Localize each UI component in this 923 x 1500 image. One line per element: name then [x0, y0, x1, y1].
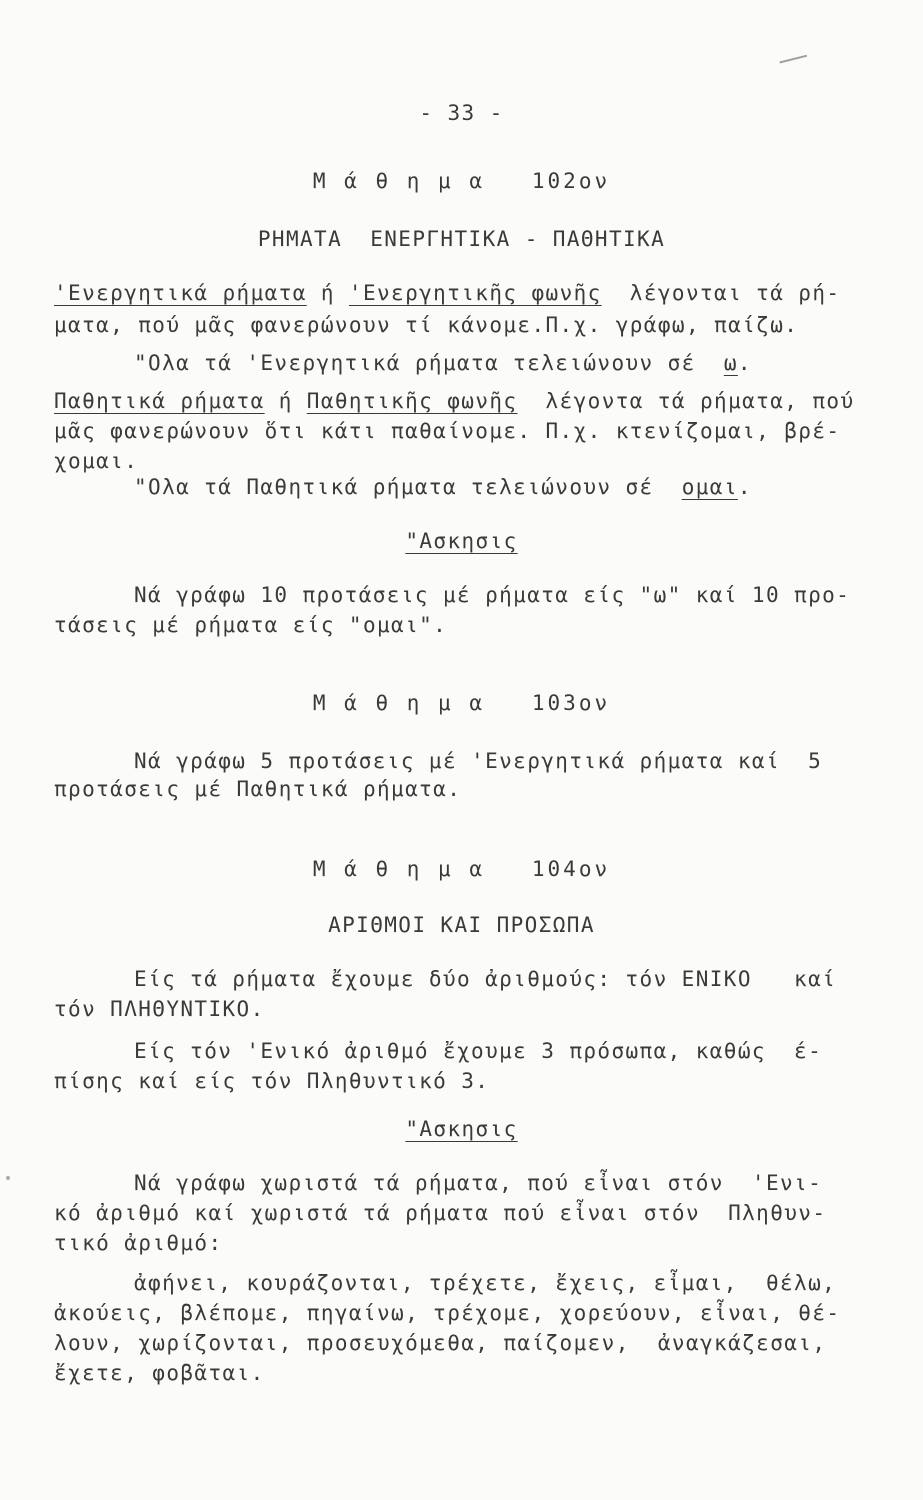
passive-voice-term: Παθητικῆς φωνῆς: [306, 389, 518, 413]
verb-list-line3: λουν, χωρίζονται, προσευχόμεθα, παίζομεν, ἀναγκάζεσαι,: [54, 1331, 827, 1355]
verb-list-line2: ἀκούεις, βλέπομε, πηγαίνω, τρέχομε, χορεύουν, εἶναι, θέ-: [54, 1301, 841, 1325]
active-verbs-ending-rule: "Ολα τά 'Ενεργητικά ρήματα τελειώνουν σέ ω.: [134, 351, 752, 375]
lesson-104-numbers-line1: Είς τά ρήματα ἔχουμε δύο ἀριθμούς: τόν ΕΝΙΚΟ καί: [134, 967, 837, 991]
lesson-104-exercise-heading: "Ασκησις: [405, 1117, 518, 1141]
active-verbs-term: 'Ενεργητικά ρήματα: [54, 281, 307, 305]
lesson-104-persons-line1: Είς τόν 'Ενικό ἀριθμό ἔχουμε 3 πρόσωπα, καθώς έ-: [134, 1039, 823, 1063]
lesson-103-task-line2: προτάσεις μέ Παθητικά ρήματα.: [54, 777, 462, 801]
active-voice-term: 'Ενεργητικῆς φωνῆς: [348, 281, 602, 305]
lesson-102-exercise-line1: Νά γράφω 10 προτάσεις μέ ρήματα είς "ω" καί 10 προ-: [134, 583, 851, 607]
passive-verbs-term: Παθητικά ρήματα: [54, 389, 265, 413]
passive-verbs-definition-line3: χομαι.: [54, 449, 139, 473]
lesson-102-heading: Μ ά θ η μ α 102ον: [312, 169, 611, 193]
ending-omai: ομαι: [681, 475, 738, 499]
ending-omega: ω: [723, 351, 738, 375]
lesson-104-persons-line2: πίσης καί είς τόν Πληθυντικό 3.: [54, 1069, 490, 1093]
lesson-103-heading: Μ ά θ η μ α 103ον: [312, 691, 611, 715]
passive-verbs-definition-line1: Παθητικά ρήματα ή Παθητικῆς φωνῆς λέγοντα τά ρήματα, πού: [54, 389, 855, 413]
active-verbs-definition-line2: ματα, πού μᾶς φανερώνουν τί κάνομε.Π.χ. γράφω, παίζω.: [54, 313, 799, 337]
lesson-104-title: ΑΡΙΘΜΟΙ ΚΑΙ ΠΡΟΣΩΠΑ: [328, 913, 595, 937]
lesson-104-numbers-line2: τόν ΠΛΗΘΥΝΤΙΚΟ.: [54, 997, 265, 1021]
ink-smudge: [779, 55, 808, 70]
lesson-104-exercise-line1: Νά γράφω χωριστά τά ρήματα, πού εἶναι στόν 'Ενι-: [134, 1171, 823, 1195]
lesson-104-heading: Μ ά θ η μ α 104ον: [312, 857, 611, 881]
verb-list-line4: ἔχετε, φοβᾶται.: [54, 1361, 265, 1385]
lesson-104-exercise-line3: τικό ἀριθμό:: [54, 1231, 223, 1255]
lesson-102-exercise-line2: τάσεις μέ ρήματα είς "ομαι".: [54, 613, 448, 637]
verb-list-line1: ἀφήνει, κουράζονται, τρέχετε, ἔχεις, εἶμαι, θέλω,: [134, 1271, 837, 1295]
paper-speck: [6, 1176, 10, 1180]
lesson-102-title: ΡΗΜΑΤΑ ΕΝΕΡΓΗΤΙΚΑ - ΠΑΘΗΤΙΚΑ: [257, 227, 666, 251]
passive-verbs-ending-rule: "Ολα τά Παθητικά ρήματα τελειώνουν σέ ομαι.: [134, 475, 752, 499]
lesson-103-task-line1: Νά γράφω 5 προτάσεις μέ 'Ενεργητικά ρήματα καί 5: [134, 749, 823, 773]
page-number: - 33 -: [419, 101, 504, 125]
lesson-102-exercise-heading: "Ασκησις: [405, 529, 518, 553]
active-verbs-definition-line1: 'Ενεργητικά ρήματα ή 'Ενεργητικῆς φωνῆς λέγονται τά ρή-: [54, 281, 841, 305]
passive-verbs-definition-line2: μᾶς φανερώνουν ὅτι κάτι παθαίνομε. Π.χ. κτενίζομαι, βρέ-: [54, 419, 841, 443]
lesson-104-exercise-line2: κό ἀριθμό καί χωριστά τά ρήματα πού εἶναι στόν Πληθυν-: [54, 1201, 827, 1225]
